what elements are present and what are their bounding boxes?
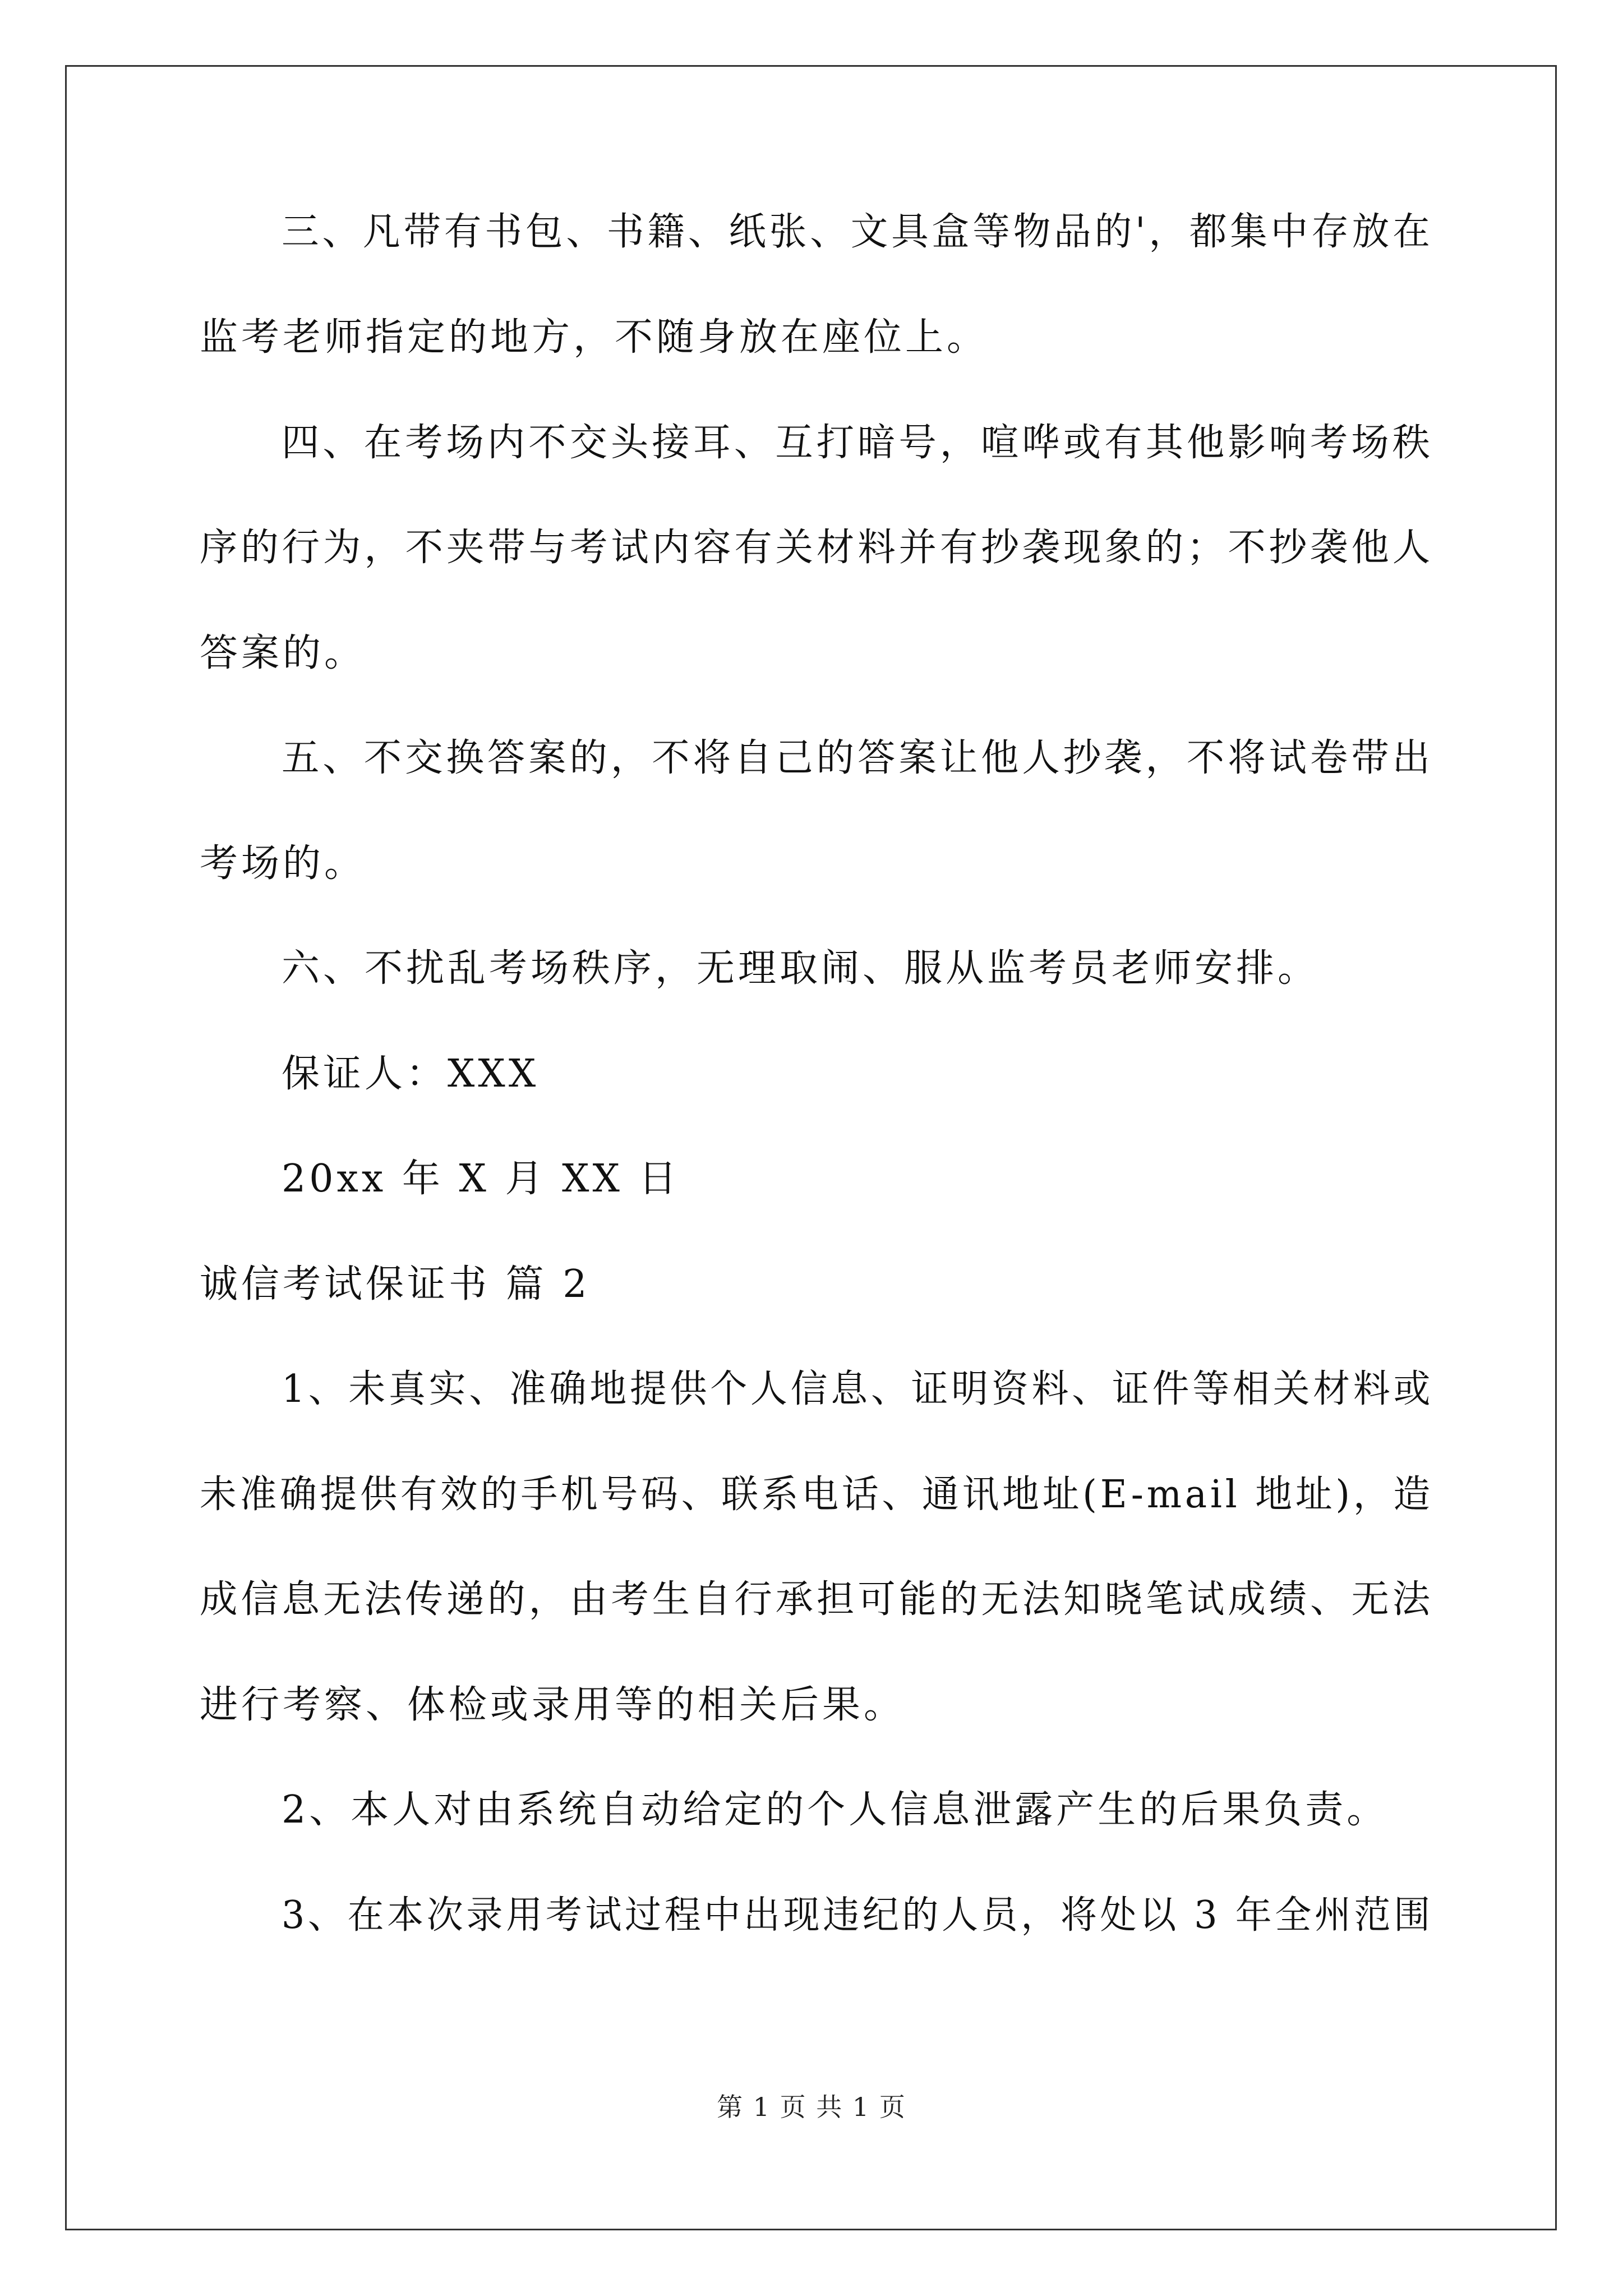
paragraph-4-line-3: 答案的。 (200, 631, 366, 675)
item-1-line-1: 1、未真实、准确地提供个人信息、证明资料、证件等相关材料或 (282, 1367, 1434, 1411)
paragraph-3-line-1: 三、凡带有书包、书籍、纸张、文具盒等物品的'，都集中存放在 (282, 210, 1433, 254)
paragraph-5-line-2: 考场的。 (200, 841, 366, 886)
page-footer: 第 1 页 共 1 页 (717, 2092, 906, 2122)
paragraph-4-line-1: 四、在考场内不交头接耳、互打暗号，喧哗或有其他影响考场秩 (282, 421, 1433, 465)
paragraph-3-line-2: 监考老师指定的地方，不随身放在座位上。 (200, 315, 989, 360)
paragraph-6-line-1: 六、不扰乱考场秩序，无理取闹、服从监考员老师安排。 (282, 946, 1320, 991)
item-1-line-2: 未准确提供有效的手机号码、联系电话、通讯地址(E-mail 地址)，造 (200, 1473, 1434, 1517)
item-1-line-3: 成信息无法传递的，由考生自行承担可能的无法知晓笔试成绩、无法 (200, 1577, 1434, 1622)
guarantor-line: 保证人：XXX (282, 1052, 540, 1096)
item-1-line-4: 进行考察、体检或录用等的相关后果。 (200, 1683, 906, 1727)
item-2-line-1: 2、本人对由系统自动给定的个人信息泄露产生的后果负责。 (282, 1788, 1389, 1832)
section-heading: 诚信考试保证书 篇 2 (200, 1262, 591, 1306)
paragraph-5-line-1: 五、不交换答案的，不将自己的答案让他人抄袭，不将试卷带出 (282, 736, 1433, 780)
paragraph-4-line-2: 序的行为，不夹带与考试内容有关材料并有抄袭现象的；不抄袭他人 (200, 526, 1434, 570)
date-line: 20xx 年 X 月 XX 日 (282, 1157, 680, 1201)
item-3-line-1: 3、在本次录用考试过程中出现违纪的人员，将处以 3 年全州范围 (282, 1893, 1433, 1938)
